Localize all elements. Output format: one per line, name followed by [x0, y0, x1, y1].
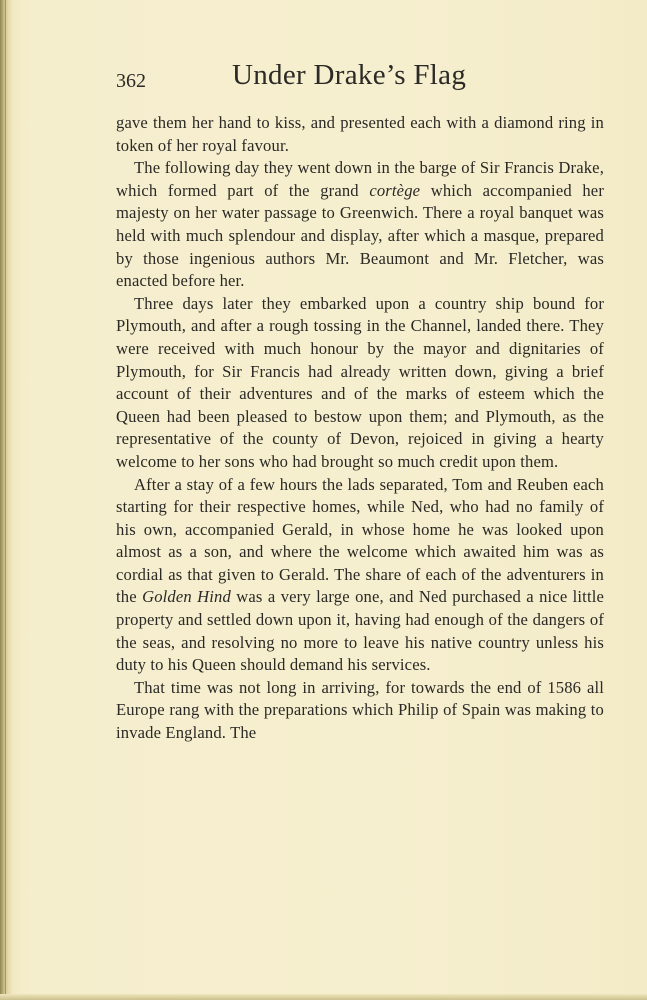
italic-golden-hind: Golden Hind	[142, 587, 231, 607]
paragraph-4	[116, 474, 604, 677]
paragraph-2-text-a: The following day they went down in the barge of Sir Francis Drake, which formed part of the grand	[116, 158, 604, 200]
body-text	[116, 112, 604, 745]
paragraph-2	[116, 157, 604, 293]
paragraph-4-text-a: After a stay of a few hours the lads separated, Tom and Reuben each starting for their respective homes, while Ned, who had no family of his own, accompanied Gerald, in whose home he was looked upon almost as a son, and where the welcome which awaited him was as cordial as that given to Gerald. The share of each of the adventurers in the	[116, 474, 604, 607]
paragraph-3-text: Three days later they embarked upon a country ship bound for Plymouth, and after a rough tossing in the Channel, landed there. They were received with much honour by the mayor and dignitaries of Plymouth, for Sir Francis had already written down, giving a brief account of their adventures and of the marks of esteem which the Queen had been pleased to bestow upon them; and Plymouth, as the representative of the county of Devon, rejoiced in giving a hearty welcome to her sons who had brought so much credit upon them.	[116, 293, 604, 471]
paragraph-1	[116, 112, 604, 157]
gutter-line	[5, 0, 6, 1000]
running-head: Under Drake’s Flag	[232, 59, 467, 91]
page-number: 362	[116, 70, 146, 92]
paragraph-5-text: That time was not long in arriving, for towards the end of 1586 all Europe rang with the preparations which Philip of Spain was making to invade England. The	[116, 677, 604, 743]
paragraph-3	[116, 293, 604, 474]
italic-cortege: cortège	[369, 180, 421, 200]
page-header	[116, 56, 604, 102]
paragraph-2-text-b: which accompanied her majesty on her water passage to Greenwich. There a royal banquet was held with much splendour and display, after which a masque, prepared by those ingenious authors Mr. Beaumont and Mr. Fletcher, was enacted before her.	[116, 180, 604, 291]
paragraph-1-text: gave them her hand to kiss, and presented each with a diamond ring in token of her royal favour.	[116, 113, 604, 155]
paragraph-5	[116, 677, 604, 745]
page-bottom-edge	[0, 994, 647, 1000]
paragraph-4-text-b: was a very large one, and Ned purchased a nice little property and settled down upon it, having had enough of the dangers of the seas, and resolving no more to leave his native country unless his duty to his Queen should demand his services.	[116, 587, 604, 675]
page-gutter-shadow	[0, 0, 12, 1000]
